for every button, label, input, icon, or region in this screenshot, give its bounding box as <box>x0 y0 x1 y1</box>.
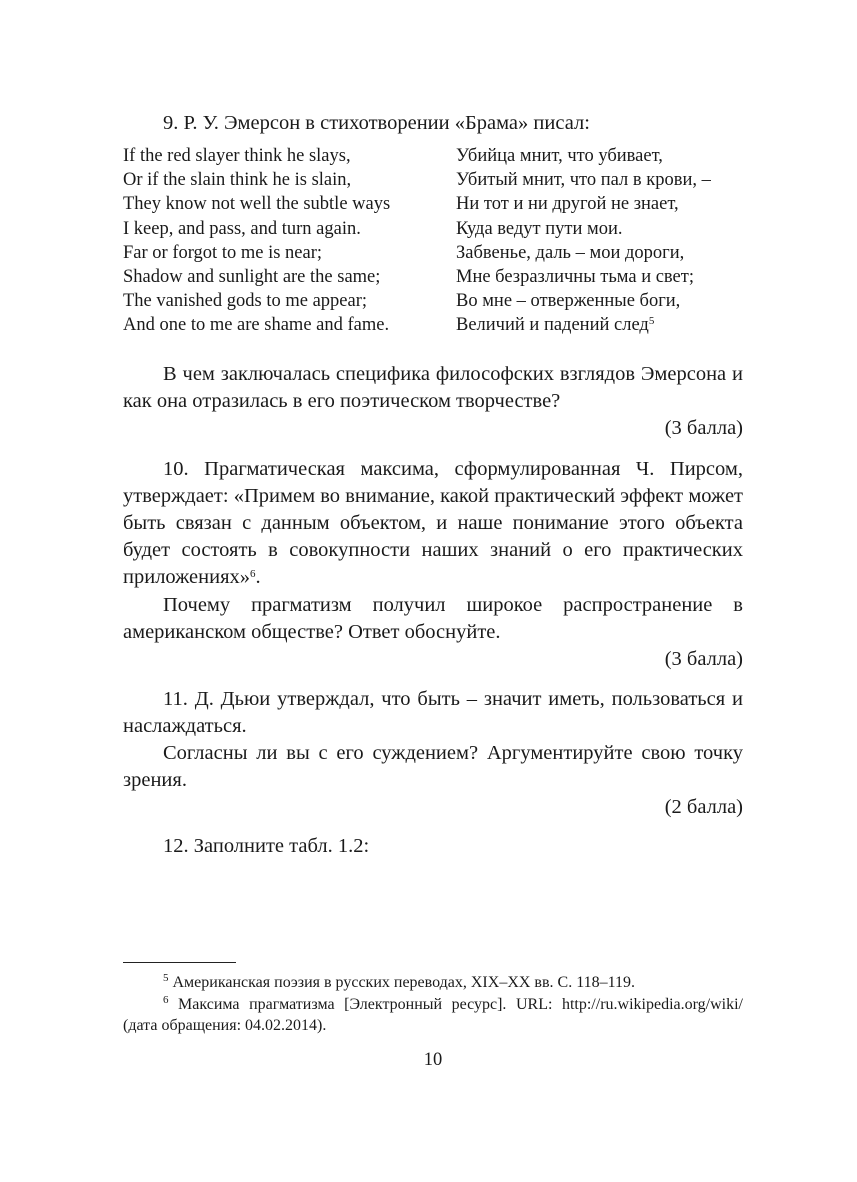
poem-en-line: I keep, and pass, and turn again. <box>123 218 361 239</box>
poem-en-line: If the red slayer think he slays, <box>123 146 351 166</box>
footnote-num: 6 <box>163 993 169 1006</box>
poem-english <box>123 144 443 338</box>
q10-text-body: 10. Прагматическая максима, сформулированная Ч. Пирсом, утверждает: «Примем во внимание, какой практический эффект может быть связан с данным объектом, и наше понимание этого объекта будет состоять в совокупности наших знаний о его практических приложениях» <box>123 458 743 588</box>
q11-score: (2 балла) <box>664 796 743 818</box>
poem-ru-line: Куда ведут пути мои. <box>456 218 623 239</box>
poem-ru-line: Забвенье, даль – мои дороги, <box>456 242 685 263</box>
footnotes <box>123 972 743 1037</box>
poem-ru-line: Мне безразличны тьма и свет; <box>456 267 694 288</box>
footnote-separator <box>123 962 236 963</box>
poem-en-line: The vanished gods to me appear; <box>123 291 368 312</box>
poem-ru-line <box>456 313 756 337</box>
poem-en-line: Shadow and sunlight are the same; <box>123 267 381 288</box>
poem-en-line: Far or forgot to me is near; <box>123 242 323 263</box>
footnote-ref-5: 5 <box>648 315 655 328</box>
q11-question: Согласны ли вы с его суждением? Аргументируйте свою точку зрения. <box>123 742 743 791</box>
q10-question: Почему прагматизм получил широкое распространение в американском обществе? Ответ обоснуйте. <box>123 594 743 643</box>
q9-score: (3 балла) <box>664 417 743 439</box>
page-content <box>123 0 743 1182</box>
q10-text: 10. Прагматическая максима, сформулированная Ч. Пирсом, утверждает: «Примем во внимание, какой практический эффект может быть связан с данным объектом, и наше понимание этого объекта будет состоять в совокупности наших знаний о его практических приложениях»$^6$. <box>123 458 743 588</box>
q9-question: В чем заключалась специфика философских взглядов Эмерсона и как она отразилась в его поэтическом творчестве? <box>123 363 743 412</box>
q12-text: 12. Заполните табл. 1.2: <box>163 835 370 857</box>
poem-en-line: And one to me are shame and fame. <box>123 315 390 336</box>
footnote-num: 5 <box>163 972 169 984</box>
footnote-text: Максима прагматизма [Электронный ресурс]. URL: http://ru.wikipedia.org/wiki/ (дата обращения: 04.02.2014). <box>123 995 743 1034</box>
footnote-text: Американская поэзия в русских переводах, XIX–XX вв. С. 118–119. <box>172 974 636 991</box>
footnote-ref-6: 6 <box>250 568 256 580</box>
poem-ru-last-text: Величий и падений след <box>456 315 649 336</box>
footnote-5 <box>123 972 743 994</box>
poem-en-line: Or if the slain think he is slain, <box>123 170 352 191</box>
q11-text: 11. Д. Дьюи утверждал, что быть – значит иметь, пользоваться и наслаждаться. <box>123 688 743 737</box>
poem-en-line: They know not well the subtle ways <box>123 194 391 215</box>
page-number: 10 <box>423 1050 443 1070</box>
poem-ru-line: Во мне – отверженные боги, <box>456 291 681 312</box>
footnote-6 <box>123 994 743 1037</box>
poem-ru-line: Убитый мнит, что пал в крови, – <box>456 170 711 191</box>
poem-ru-line: Ни тот и ни другой не знает, <box>456 194 679 215</box>
q9-intro: 9. Р. У. Эмерсон в стихотворении «Брама» писал: <box>163 112 590 134</box>
q10-score: (3 балла) <box>664 648 743 670</box>
poem-russian <box>456 144 756 338</box>
poem-ru-line: Убийца мнит, что убивает, <box>456 146 663 166</box>
